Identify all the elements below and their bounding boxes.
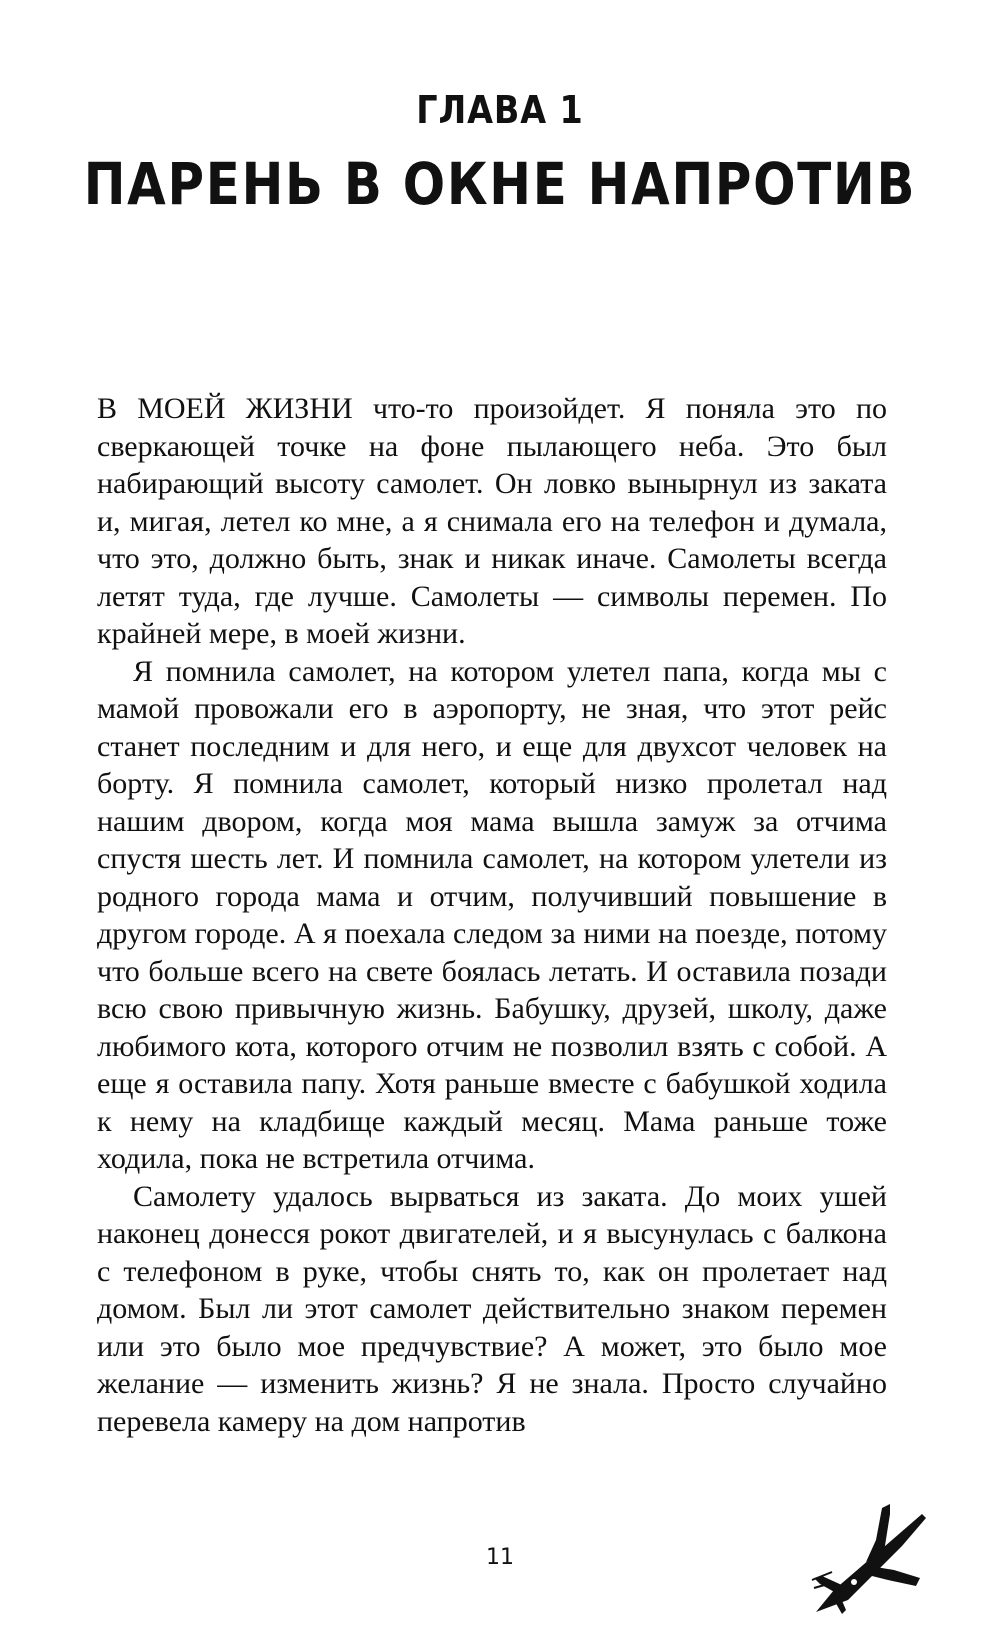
chapter-title: ПАРЕНЬ В ОКНЕ НАПРОТИВ: [83, 150, 917, 218]
airplane-icon: [810, 1500, 930, 1615]
body-text: [97, 390, 887, 1440]
paragraph-3: Самолету удалось вырваться из заката. До моих ушей наконец донесся рокот двигателей, и я высунулась с балкона с телефоном в руке, чтобы снять то, как он пролетает над домом. Был ли этот самолет действительно знаком перемен или это было мое предчувствие? А может, это было мое желание — изменить жизнь? Я не знала. Просто случайно перевела камеру на дом напротив: [97, 1179, 887, 1438]
paragraph-2: Я помнила самолет, на котором улетел папа, когда мы с мамой провожали его в аэропорту, не зная, что этот рейс станет последним и для него, и еще для двухсот человек на борту. Я помнила самолет, который низко пролетал над нашим двором, когда моя мама вышла замуж за отчима спустя шесть лет. И помнила самолет, на котором улетели из родного города мама и отчим, получивший повышение в другом городе. А я поехала следом за ними на поезде, потому что больше всего на свете боялась летать. И оставила позади всю свою привычную жизнь. Бабушку, друзей, школу, даже любимого кота, которого отчим не позволил взять с собой. А еще я оставила папу. Хотя раньше вместе с бабушкой ходила к нему на кладбище каждый месяц. Мама раньше тоже ходила, пока не встретила отчима.: [97, 654, 887, 1175]
page-number: 11: [486, 1545, 514, 1570]
paragraph-1: В МОЕЙ ЖИЗНИ что-то произойдет. Я поняла это по сверкающей точке на фоне пылающего неба. Это был набирающий высоту самолет. Он ловко вынырнул из заката и, мигая, летел ко мне, а я снимала его на телефон и думала, что это, должно быть, знак и никак иначе. Самолеты всегда летят туда, где лучше. Самолеты — символы перемен. По крайней мере, в моей жизни.: [97, 392, 887, 650]
chapter-label: ГЛАВА 1: [416, 88, 584, 132]
